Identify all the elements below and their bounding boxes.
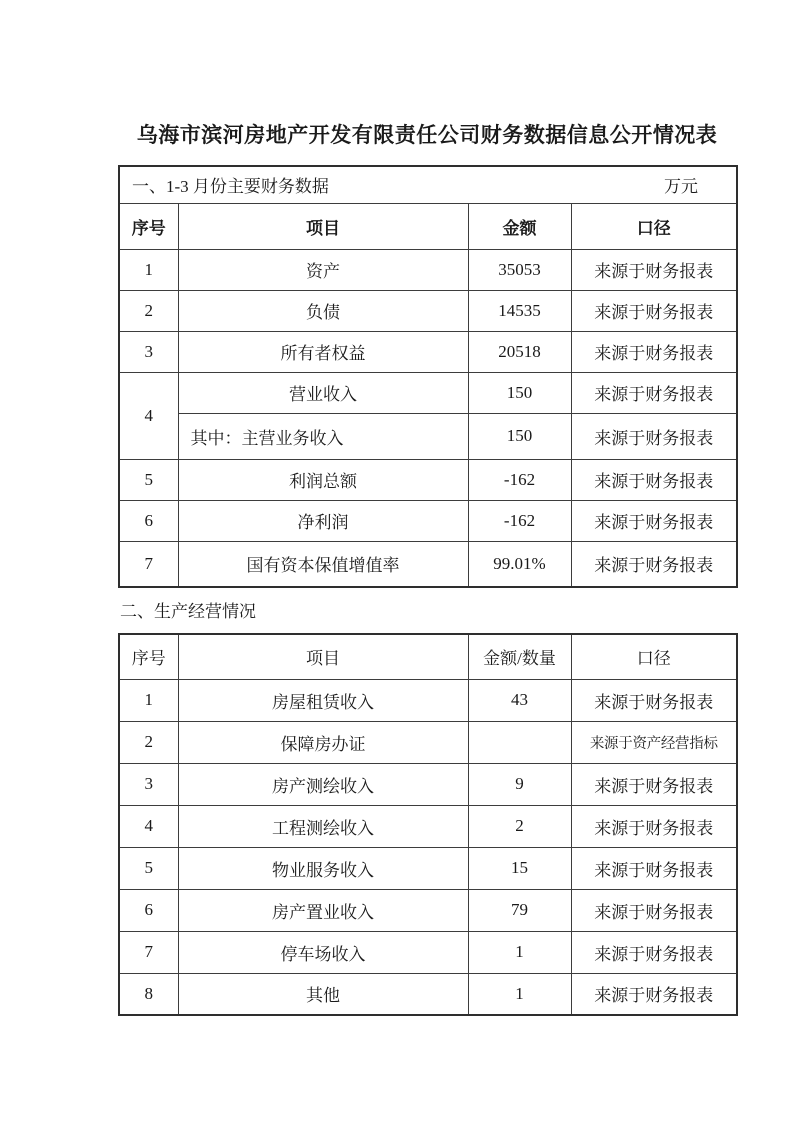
table-row xyxy=(119,290,737,331)
source-cell: 来源于财务报表 xyxy=(571,500,737,541)
table-row xyxy=(119,721,737,763)
source-cell: 来源于财务报表 xyxy=(571,413,737,459)
source-cell: 来源于财务报表 xyxy=(571,541,737,587)
section1-cell xyxy=(119,166,737,203)
source-cell: 来源于财务报表 xyxy=(571,331,737,372)
row-number-cell-merged: 4 xyxy=(119,372,178,459)
source-cell: 来源于财务报表 xyxy=(571,763,737,805)
source-cell: 来源于财务报表 xyxy=(571,372,737,413)
source-cell: 来源于财务报表 xyxy=(571,889,737,931)
operations-table xyxy=(118,633,738,1016)
row-number-cell: 6 xyxy=(119,889,178,931)
table-row xyxy=(119,500,737,541)
table-row xyxy=(119,459,737,500)
amount-cell: 35053 xyxy=(468,249,571,290)
table2-header-no: 序号 xyxy=(119,634,178,679)
amount-cell: 14535 xyxy=(468,290,571,331)
item-cell-sub: 其中：主营业务收入 xyxy=(178,413,468,459)
document-body xyxy=(118,122,736,1016)
table1-header-amount: 金额 xyxy=(468,203,571,249)
item-cell: 利润总额 xyxy=(178,459,468,500)
amount-cell: 15 xyxy=(468,847,571,889)
table1-header-source: 口径 xyxy=(571,203,737,249)
item-cell: 保障房办证 xyxy=(178,721,468,763)
table-row xyxy=(119,541,737,587)
source-cell: 来源于财务报表 xyxy=(571,290,737,331)
item-cell: 国有资本保值增值率 xyxy=(178,541,468,587)
row-number-cell: 5 xyxy=(119,847,178,889)
item-cell: 工程测绘收入 xyxy=(178,805,468,847)
item-cell: 净利润 xyxy=(178,500,468,541)
item-cell: 房产测绘收入 xyxy=(178,763,468,805)
amount-cell: 150 xyxy=(468,372,571,413)
financial-data-table xyxy=(118,165,738,588)
table-row xyxy=(119,973,737,1015)
table1-header-item: 项目 xyxy=(178,203,468,249)
item-cell: 物业服务收入 xyxy=(178,847,468,889)
source-cell: 来源于财务报表 xyxy=(571,847,737,889)
table-row xyxy=(119,763,737,805)
table1-header-row xyxy=(119,203,737,249)
source-cell: 来源于财务报表 xyxy=(571,973,737,1015)
table-row xyxy=(119,931,737,973)
row-number-cell: 3 xyxy=(119,763,178,805)
table-subrow xyxy=(119,413,737,459)
row-number-cell: 2 xyxy=(119,290,178,331)
item-cell: 资产 xyxy=(178,249,468,290)
table-row xyxy=(119,679,737,721)
item-cell: 所有者权益 xyxy=(178,331,468,372)
source-cell: 来源于财务报表 xyxy=(571,679,737,721)
row-number-cell: 2 xyxy=(119,721,178,763)
item-cell: 停车场收入 xyxy=(178,931,468,973)
section1-row xyxy=(119,166,737,203)
amount-cell: 43 xyxy=(468,679,571,721)
amount-cell: 1 xyxy=(468,973,571,1015)
item-cell: 房屋租赁收入 xyxy=(178,679,468,721)
row-number-cell: 1 xyxy=(119,249,178,290)
table2-header-amount: 金额/数量 xyxy=(468,634,571,679)
table-row xyxy=(119,331,737,372)
row-number-cell: 3 xyxy=(119,331,178,372)
item-cell: 房产置业收入 xyxy=(178,889,468,931)
source-cell: 来源于财务报表 xyxy=(571,459,737,500)
row-number-cell: 6 xyxy=(119,500,178,541)
table2-header-source: 口径 xyxy=(571,634,737,679)
amount-cell: -162 xyxy=(468,459,571,500)
row-number-cell: 5 xyxy=(119,459,178,500)
source-cell: 来源于财务报表 xyxy=(571,249,737,290)
amount-cell: 9 xyxy=(468,763,571,805)
item-cell: 营业收入 xyxy=(178,372,468,413)
table-row xyxy=(119,249,737,290)
source-cell: 来源于财务报表 xyxy=(571,931,737,973)
source-cell: 来源于资产经营指标 xyxy=(571,721,737,763)
amount-cell: 99.01% xyxy=(468,541,571,587)
section2-label: 二、生产经营情况 xyxy=(120,602,256,621)
row-number-cell: 1 xyxy=(119,679,178,721)
row-number-cell: 7 xyxy=(119,931,178,973)
table-row xyxy=(119,889,737,931)
item-cell: 其他 xyxy=(178,973,468,1015)
row-number-cell: 4 xyxy=(119,805,178,847)
table1-header-no: 序号 xyxy=(119,203,178,249)
table2-header-item: 项目 xyxy=(178,634,468,679)
item-cell: 负债 xyxy=(178,290,468,331)
amount-cell: -162 xyxy=(468,500,571,541)
amount-cell-empty xyxy=(468,721,571,763)
amount-cell: 150 xyxy=(468,413,571,459)
section1-label: 一、1-3 月份主要财务数据 xyxy=(132,177,329,197)
source-cell: 来源于财务报表 xyxy=(571,805,737,847)
table-row xyxy=(119,372,737,413)
amount-cell: 20518 xyxy=(468,331,571,372)
page-title: 乌海市滨河房地产开发有限责任公司财务数据信息公开情况表 xyxy=(136,123,718,147)
table-row xyxy=(119,805,737,847)
table2-header-row xyxy=(119,634,737,679)
amount-cell: 2 xyxy=(468,805,571,847)
unit-label: 万元 xyxy=(664,177,699,197)
amount-cell: 79 xyxy=(468,889,571,931)
amount-cell: 1 xyxy=(468,931,571,973)
row-number-cell: 7 xyxy=(119,541,178,587)
table-row xyxy=(119,847,737,889)
row-number-cell: 8 xyxy=(119,973,178,1015)
